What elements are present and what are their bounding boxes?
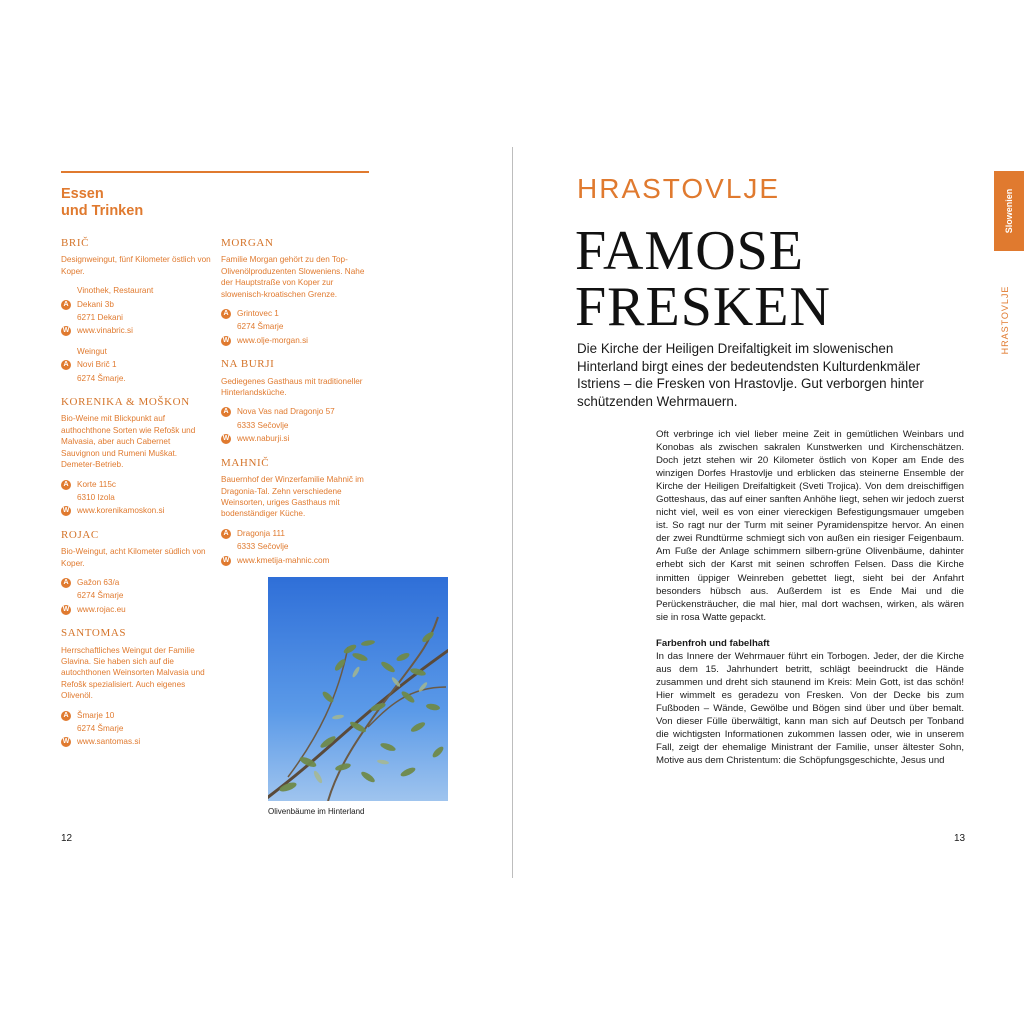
icon-spacer [61, 286, 71, 296]
address-icon: A [61, 711, 71, 721]
address-line: 6274 Šmarje [77, 591, 124, 601]
side-running-head-label: HRASTOVLJE [1000, 285, 1010, 355]
section-rule [61, 171, 369, 173]
website-link[interactable]: www.kmetija-mahnic.com [237, 555, 330, 565]
address-icon: A [221, 407, 231, 417]
article-lead: Die Kirche der Heiligen Dreifaltigkeit im slowenischen Hinterland birgt eines der bedeutendsten Kulturdenkmäler Istriens – die Fresken von Hrastovlje. Gut verborgen hinter schützenden Wehrmauern. [577, 341, 924, 409]
listing-name: MAHNIČ [221, 456, 270, 469]
icon-spacer [61, 347, 71, 357]
listing-name: NA BURJI [221, 358, 275, 371]
listing-description: Familie Morgan gehört zu den Top-Olivenölproduzenten Sloweniens. Nahe der Hauptstraße von Koper zur slowenisch-kroatischen Grenze. [221, 255, 365, 299]
address-line: Grintovec 1 [237, 309, 279, 319]
listing-entry [61, 238, 211, 384]
icon-spacer [61, 374, 71, 384]
address-line: Nova Vas nad Dragonjo 57 [237, 407, 335, 417]
address-line: Vinothek, Restaurant [77, 286, 154, 296]
chapter-tab-label: Slowenien [1004, 188, 1014, 234]
address-line: 6271 Dekani [77, 313, 123, 323]
icon-spacer [61, 493, 71, 503]
listing-entry [221, 359, 371, 444]
address-line: 6333 Sečovlje [237, 542, 289, 552]
listing-name: BRIČ [61, 237, 90, 249]
website-link[interactable]: www.naburji.si [237, 434, 290, 444]
address-line: Dekani 3b [77, 299, 114, 309]
section-title: Essen und Trinken [61, 186, 144, 219]
address-line: Weingut [77, 346, 107, 356]
page-number-left: 12 [61, 833, 73, 844]
website-link[interactable]: www.santomas.si [77, 737, 141, 747]
web-icon: W [62, 507, 70, 515]
address-line: 6274 Šmarje [77, 724, 124, 733]
body-subhead: Farbenfroh und fabelhaft [656, 637, 770, 649]
address-icon: A [221, 309, 231, 319]
body-paragraph: In das Innere der Wehrmauer führt ein Torbogen. Jeder, der die Kirche aus dem 15. Jahrhundert betritt, schlägt beeindruckt die Hände zusammen und dreht sich staunend im Kreis: Mein Gott, ist das schön! Hier wimmelt es geradezu von Fresken. Von der Decke bis zum Fußboden – Wände, Gewölbe und Bögen sind über und über bemalt. Von dieser Fülle überwältigt, kann man sich auf Deutsch per Tonband die wichtigsten Informationen zukommen lassen oder, wie in unserem Fall, zeigt der ehemalige Ministrant der Familie, unser ältester Sohn, Motive aus dem Christentum: die Schöpfungsgeschichte, Jesus und [656, 650, 964, 767]
web-icon: W [62, 327, 70, 335]
address-line: Gažon 63/a [77, 577, 120, 587]
address-icon: A [61, 480, 71, 490]
address-line: 6310 Izola [77, 492, 115, 502]
address-line: Dragonja 111 [237, 528, 285, 538]
listing-column-1 [61, 238, 211, 761]
photo-caption: Olivenbäume im Hinterland [268, 807, 365, 816]
chapter-tab [994, 171, 1024, 251]
listing-description: Bio-Weine mit Blickpunkt auf authochthone Sorten wie Refošk und Malvasia, aber auch Cabernet Sauvignon und Rumeni Muškat. Demeter-Betrieb. [61, 414, 196, 470]
address-line: 6274 Šmarje. [77, 373, 126, 383]
icon-spacer [61, 724, 71, 734]
address-icon: A [221, 529, 231, 539]
listing-name: MORGAN [221, 237, 274, 249]
listing-name: KORENIKA & MOŠKON [61, 396, 190, 409]
listing-description: Gediegenes Gasthaus mit traditioneller Hinterlandsküche. [221, 376, 363, 398]
website-link[interactable]: www.rojac.eu [77, 604, 126, 614]
icon-spacer [61, 591, 71, 601]
listing-description: Bauernhof der Winzerfamilie Mahnič im Dragonia-Tal. Zehn verschiedene Weinsorten, uriges Gasthaus mit bodenständiger Küche. [221, 475, 364, 519]
web-icon: W [222, 556, 230, 564]
article-body [656, 428, 964, 767]
address-line: 6333 Sečovlje [237, 420, 289, 430]
listing-entry [61, 397, 211, 517]
address-line: Korte 115c [77, 479, 116, 489]
icon-spacer [221, 322, 231, 332]
icon-spacer [221, 421, 231, 431]
olive-tree-photo [268, 577, 448, 801]
website-link[interactable]: www.korenikamoskon.si [77, 506, 165, 516]
address-icon: A [61, 360, 71, 370]
icon-spacer [221, 542, 231, 552]
address-line: Novi Brič 1 [77, 360, 117, 370]
listing-name: ROJAC [61, 528, 99, 541]
listing-entry [61, 530, 211, 615]
web-icon: W [62, 738, 70, 746]
web-icon: W [222, 336, 230, 344]
listing-entry [221, 238, 371, 346]
listing-entry [61, 628, 211, 748]
website-link[interactable]: www.olje-morgan.si [237, 335, 308, 345]
listing-description: Bio-Weingut, acht Kilometer südlich von Koper. [61, 547, 206, 568]
body-paragraph: Oft verbringe ich viel lieber meine Zeit in gemütlichen Weinbars und Konobas als zwischen sakralen Kunstwerken und Kirchenschätzen. Doch jetzt stehen wir 20 Kilometer östlich von Koper am Ende des winzigen Dorfes Hrastovlje und erblicken das steinerne Ensemble der Kirche der Heiligen Dreifaltigkeit (Sveti Trojica). Von dem dreischiffigen Gotteshaus, das auf einer sanften Anhöhe liegt, sehen wir jedoch zuerst nicht viel, weil es von einer viereckigen Befestigungsmauer umgeben ist. So ragt nur der Turm mit seiner Pyramidenspitze hervor. An einen der zwei Rundtürme schmiegt sich von außen ein riesiger Feigenbaum. Am Fuße der Anlage schimmern silbern-grüne Olivenbäume, dahinter erhebt sich der Karst mit seinen schroffen Felsen. Dass die Kirche inmitten üppiger Weinreben gebettet liegt, sieht bei der Anfahrt besonders hübsch aus. Außerdem ist es Ende Mai und die Perückensträucher, die mal hier, mal dort wachsen, wirken, als wären sie in rosa Watte gepackt. [656, 429, 964, 623]
address-line: Šmarje 10 [77, 710, 115, 720]
listing-name: SANTOMAS [61, 627, 127, 640]
page-number-right: 13 [954, 833, 966, 844]
listing-description: Herrschaftliches Weingut der Familie Glavina. Sie haben sich auf die autochthonen Weinsorten Malvasia und Refošk spezialisiert. Auch eigenes Olivenöl. [61, 645, 205, 701]
listing-description: Designweingut, fünf Kilometer östlich von Koper. [61, 255, 211, 276]
website-link[interactable]: www.vinabric.si [77, 326, 133, 336]
web-icon: W [222, 435, 230, 443]
listing-column-2 [221, 238, 371, 579]
article-headline: FAMOSE FRESKEN [575, 220, 831, 338]
article-kicker: HRASTOVLJE [577, 173, 781, 204]
address-icon: A [61, 300, 71, 310]
spine-divider [512, 147, 513, 878]
address-line: 6274 Šmarje [237, 322, 284, 332]
listing-entry [221, 458, 371, 566]
side-running-head [994, 270, 1016, 370]
web-icon: W [62, 605, 70, 613]
icon-spacer [61, 313, 71, 323]
address-icon: A [61, 578, 71, 588]
